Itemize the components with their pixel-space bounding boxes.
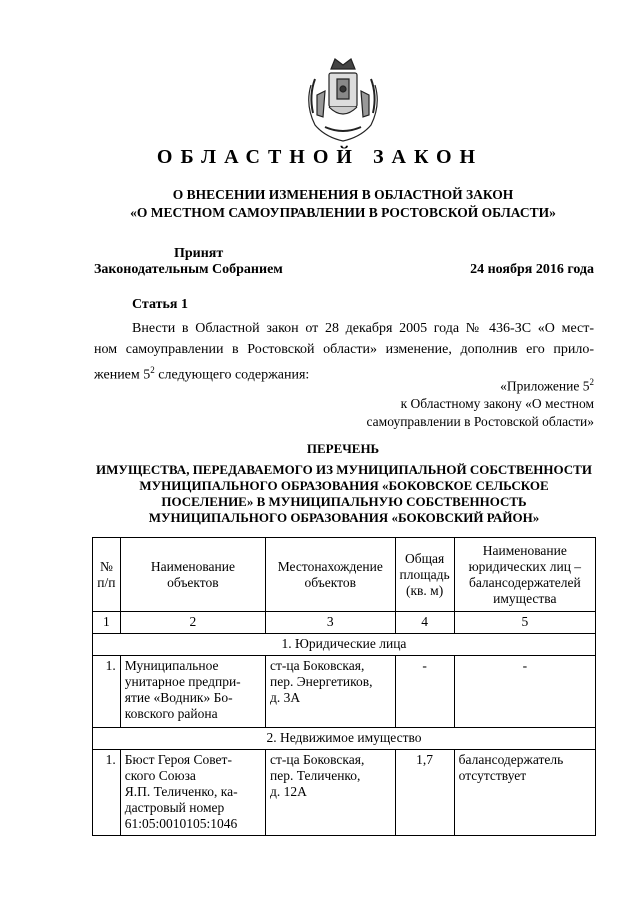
row2-name-line4: дастровый номер [124,800,225,815]
list-subtitle-line1: ИМУЩЕСТВА, ПЕРЕДАВАЕМОГО ИЗ МУНИЦИПАЛЬНОЙ СОБСТВЕННОСТИ [96,462,592,477]
property-table [92,537,596,836]
header-holder-line4: имущества [493,590,557,606]
row1-location-line2: пер. Энергетиков, [270,674,373,689]
row1-name-line3: ятие «Водник» Бо- [124,690,233,705]
table-row [93,750,596,836]
list-subtitle-line3: ПОСЕЛЕНИЕ» В МУНИЦИПАЛЬНУЮ СОБСТВЕННОСТЬ [161,494,527,509]
list-subtitle-line2: МУНИЦИПАЛЬНОГО ОБРАЗОВАНИЯ «БОКОВСКОЕ СЕЛЬСКОЕ [139,478,549,493]
row2-location-line1: ст-ца Боковская, [270,752,365,767]
row2-location-line2: пер. Теличенко, [270,768,361,783]
adopted-label: Принят [174,246,224,261]
col-number-3: 3 [266,612,396,634]
row2-name-line5: 61:05:0010105:1046 [124,816,238,831]
section-title-2: 2. Недвижимое имущество [93,728,596,750]
header-holder-line2: юридических лиц – [468,558,582,574]
header-holder-line1: Наименование [482,542,567,558]
table-row [93,656,596,728]
row1-area: - [395,656,454,728]
header-area-line3: (кв. м) [405,582,444,598]
header-location [266,538,396,612]
row1-location-line1: ст-ца Боковская, [270,658,365,673]
adoption-date: 24 ноября 2016 года [470,262,594,277]
article-line1: Внести в Областной закон от 28 декабря 2005 года № 436-ЗС «О мест- [132,321,594,336]
header-name-line2: объектов [167,574,219,590]
law-title: ОБЛАСТНОЙ ЗАКОН [156,146,484,168]
row2-name-line2: ского Союза [124,768,196,783]
section-row [93,728,596,750]
law-subtitle-line2: «О МЕСТНОМ САМОУПРАВЛЕНИИ В РОСТОВСКОЙ ОБЛАСТИ» [130,205,556,220]
column-number-row [93,612,596,634]
header-holder-line3: балансодержателей [468,574,581,590]
row1-name-line1: Муниципальное [124,658,219,673]
row2-area: 1,7 [395,750,454,836]
col-number-1: 1 [93,612,121,634]
header-name [120,538,265,612]
appendix-label-text: «Приложение 5 [500,378,590,394]
adopted-by: Законодательным Собранием [94,262,283,277]
article-line3-end: следующего содержания: [154,367,310,383]
row1-name [120,656,265,728]
list-subtitle [94,462,594,526]
header-num-line2: п/п [97,574,116,590]
article-paragraph [94,318,594,381]
row2-name [120,750,265,836]
header-holder [454,538,595,612]
header-num-line1: № [99,558,113,574]
table-header-row [93,538,596,612]
article-line3-sup: 2 [150,365,155,375]
appendix-line2: к Областному закону «О местном [400,396,594,411]
row1-location-line3: д. 3А [270,690,301,705]
appendix-label [500,373,594,396]
appendix-line3: самоуправлении в Ростовской области» [366,414,594,429]
list-subtitle-line4: МУНИЦИПАЛЬНОГО ОБРАЗОВАНИЯ «БОКОВСКИЙ РАЙОН» [148,510,540,525]
law-subtitle-line1: О ВНЕСЕНИИ ИЗМЕНЕНИЯ В ОБЛАСТНОЙ ЗАКОН [172,187,514,202]
row2-location [266,750,396,836]
header-num [93,538,121,612]
col-number-4: 4 [395,612,454,634]
header-area-line2: площадь [399,566,450,582]
header-location-line2: объектов [304,574,356,590]
col-number-5: 5 [454,612,595,634]
header-area [395,538,454,612]
col-number-2: 2 [120,612,265,634]
row2-holder-line2: отсутствует [458,768,527,783]
header-location-line1: Местонахождение [277,558,383,574]
row1-name-line4: ковского района [124,706,218,721]
row1-location [266,656,396,728]
row2-holder-line1: балансодержатель [458,752,564,767]
row2-num: 1. [93,750,121,836]
row2-location-line3: д. 12А [270,784,307,799]
header-name-line1: Наименование [150,558,235,574]
row1-num: 1. [93,656,121,728]
section-title-1: 1. Юридические лица [93,634,596,656]
row2-holder [454,750,595,836]
header-area-line1: Общая [404,550,445,566]
article-heading: Статья 1 [132,297,188,312]
row1-holder: - [454,656,595,728]
article-line3-start: жением 5 [94,367,151,383]
row2-name-line1: Бюст Героя Совет- [124,752,232,767]
list-title: ПЕРЕЧЕНЬ [306,441,380,456]
row2-name-line3: Я.П. Теличенко, ка- [124,784,238,799]
row1-name-line2: унитарное предпри- [124,674,241,689]
appendix-label-sup: 2 [589,377,594,387]
article-line2: ном самоуправлении в Ростовской области» изменение, дополнив его прило- [94,342,594,357]
section-row [93,634,596,656]
coat-of-arms-emblem [301,55,385,145]
